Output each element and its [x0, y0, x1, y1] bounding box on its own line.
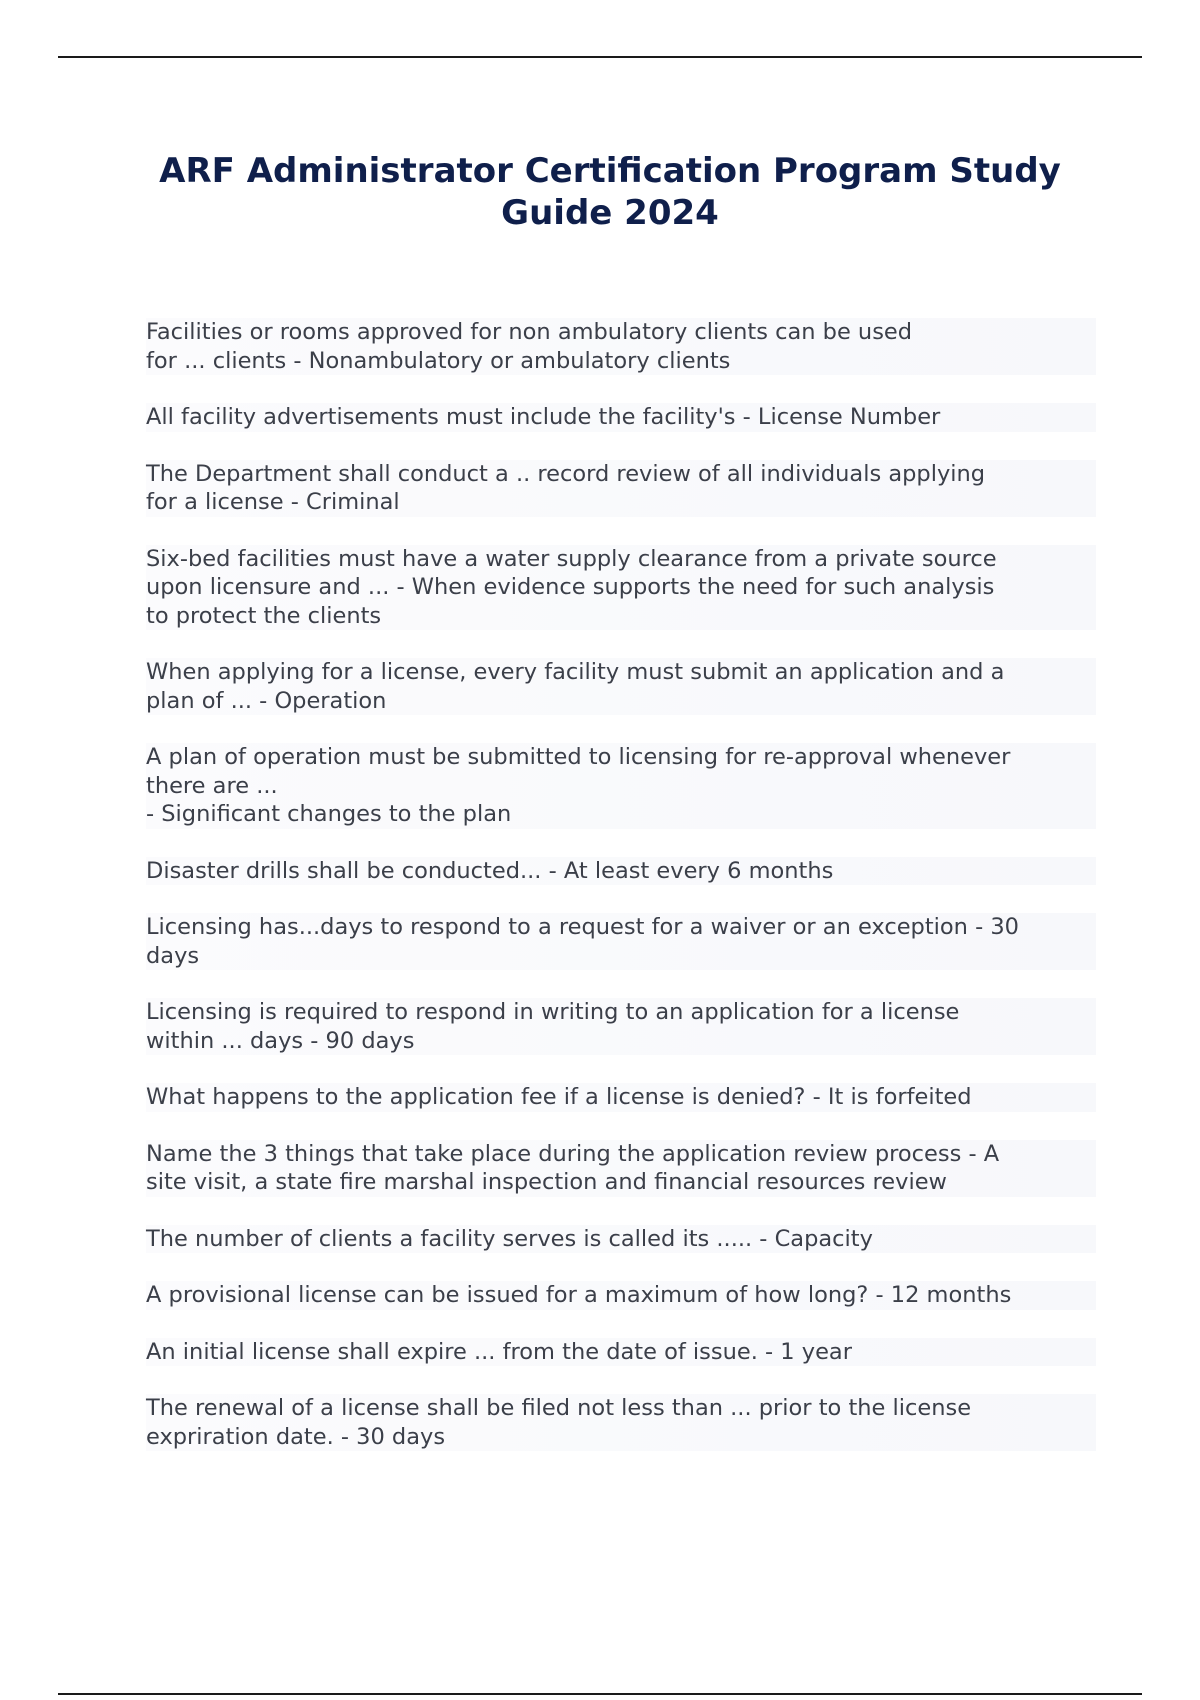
- list-item: The number of clients a facility serves is called its ..... - Capacity: [146, 1225, 1096, 1254]
- document-title: ARF Administrator Certification Program Study Guide 2024: [159, 151, 1061, 233]
- list-item: Disaster drills shall be conducted... - At least every 6 months: [146, 857, 1096, 886]
- list-item: An initial license shall expire ... from the date of issue. - 1 year: [146, 1338, 1096, 1367]
- bottom-rule: [58, 1693, 1142, 1695]
- list-item: When applying for a license, every facility must submit an application and a plan of ... - Operation: [146, 658, 1096, 715]
- list-item: A plan of operation must be submitted to licensing for re-approval whenever there are ... - Significant changes to the plan: [146, 743, 1096, 829]
- list-item: A provisional license can be issued for a maximum of how long? - 12 months: [146, 1281, 1096, 1310]
- list-item: Name the 3 things that take place during the application review process - A site visit, a state fire marshal inspection and financial resources review: [146, 1140, 1096, 1197]
- study-guide-list: [146, 318, 1096, 1479]
- top-rule: [58, 56, 1142, 58]
- list-item: What happens to the application fee if a license is denied? - It is forfeited: [146, 1083, 1096, 1112]
- list-item: The Department shall conduct a .. record review of all individuals applying for a license - Criminal: [146, 460, 1096, 517]
- list-item: The renewal of a license shall be filed not less than ... prior to the license expriration date. - 30 days: [146, 1394, 1096, 1451]
- list-item: Licensing is required to respond in writing to an application for a license within ... days - 90 days: [146, 998, 1096, 1055]
- list-item: Licensing has...days to respond to a request for a waiver or an exception - 30 days: [146, 913, 1096, 970]
- list-item: Facilities or rooms approved for non ambulatory clients can be used for ... clients - Nonambulatory or ambulatory clients: [146, 318, 1096, 375]
- list-item: All facility advertisements must include the facility's - License Number: [146, 403, 1096, 432]
- list-item: Six-bed facilities must have a water supply clearance from a private source upon licensure and ... - When evidence supports the need for such analysis to protect the clients: [146, 545, 1096, 631]
